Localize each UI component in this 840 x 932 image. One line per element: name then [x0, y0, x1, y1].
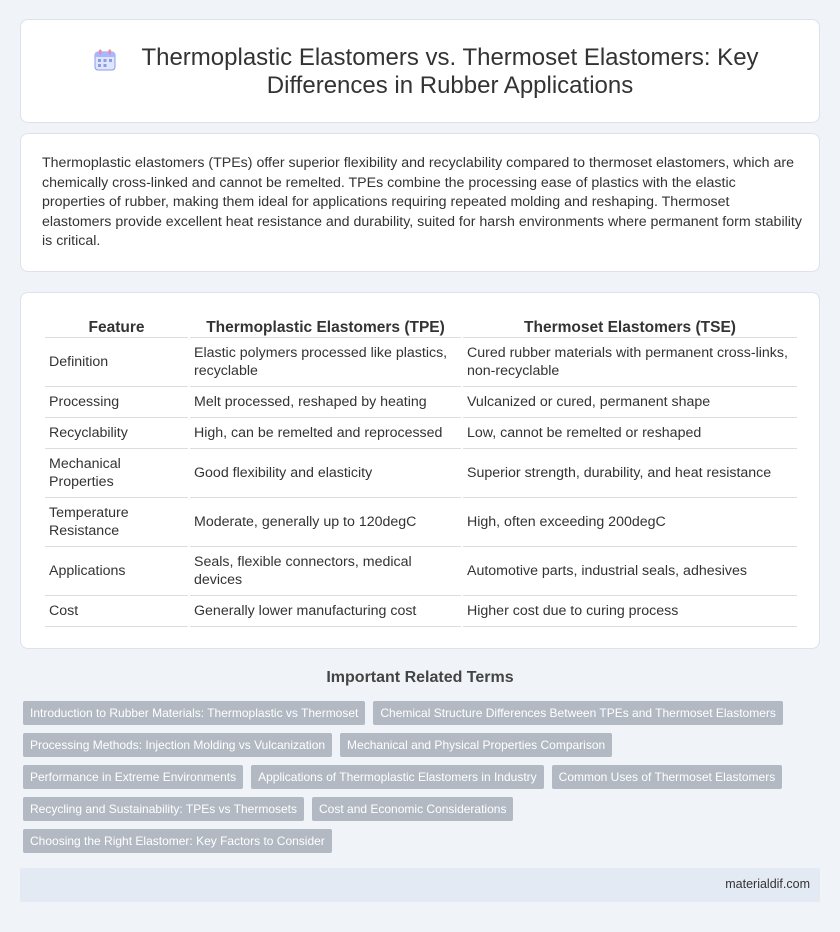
cell-tpe: Melt processed, reshaped by heating [190, 387, 461, 418]
cell-tse: Low, cannot be remelted or reshaped [463, 418, 797, 449]
header-tse: Thermoset Elastomers (TSE) [463, 315, 797, 338]
cell-tpe: Seals, flexible connectors, medical devices [190, 547, 461, 596]
related-term-tag[interactable]: Mechanical and Physical Properties Comparison [340, 733, 612, 757]
cell-tpe: Generally lower manufacturing cost [190, 596, 461, 627]
cell-tse: High, often exceeding 200degC [463, 498, 797, 547]
cell-tse: Superior strength, durability, and heat resistance [463, 449, 797, 498]
footer-site-link[interactable]: materialdif.com [725, 877, 810, 891]
related-term-tag[interactable]: Recycling and Sustainability: TPEs vs Thermosets [23, 797, 304, 821]
cell-tpe: Good flexibility and elasticity [190, 449, 461, 498]
related-term-tag[interactable]: Introduction to Rubber Materials: Thermoplastic vs Thermoset [23, 701, 365, 725]
title-card [20, 19, 820, 123]
related-terms-heading: Important Related Terms [326, 669, 514, 686]
header-feature: Feature [45, 315, 188, 338]
cell-tpe: High, can be remelted and reprocessed [190, 418, 461, 449]
cell-feature: Applications [45, 547, 188, 596]
table-row [45, 387, 797, 418]
comparison-table-card [20, 292, 820, 649]
related-term-tag[interactable]: Common Uses of Thermoset Elastomers [552, 765, 783, 789]
table-row [45, 498, 797, 547]
related-term-tag[interactable]: Performance in Extreme Environments [23, 765, 243, 789]
cell-feature: Temperature Resistance [45, 498, 188, 547]
comparison-table [43, 315, 799, 627]
intro-card [20, 133, 820, 272]
cell-feature: Processing [45, 387, 188, 418]
related-term-tag[interactable]: Choosing the Right Elastomer: Key Factors to Consider [23, 829, 332, 853]
intro-paragraph: Thermoplastic elastomers (TPEs) offer superior flexibility and recyclability compared to thermoset elastomers, which are chemically cross-linked and cannot be remelted. TPEs combine the processing ease of plastics with the elastic properties of rubber, making them ideal for applications requiring repeated molding and reshaping. Thermoset elastomers provide excellent heat resistance and durability, suited for harsh environments where permanent form stability is critical. [42, 155, 802, 249]
table-row [45, 547, 797, 596]
table-row [45, 596, 797, 627]
table-row [45, 449, 797, 498]
related-term-tag[interactable]: Applications of Thermoplastic Elastomers in Industry [251, 765, 544, 789]
cell-feature: Definition [45, 338, 188, 387]
header-tpe: Thermoplastic Elastomers (TPE) [190, 315, 461, 338]
cell-tse: Automotive parts, industrial seals, adhesives [463, 547, 797, 596]
cell-feature: Recyclability [45, 418, 188, 449]
cell-tpe: Moderate, generally up to 120degC [190, 498, 461, 547]
cell-tse: Cured rubber materials with permanent cross-links, non-recyclable [463, 338, 797, 387]
related-term-tag[interactable]: Chemical Structure Differences Between TPEs and Thermoset Elastomers [373, 701, 783, 725]
related-term-tag[interactable]: Cost and Economic Considerations [312, 797, 513, 821]
cell-tse: Vulcanized or cured, permanent shape [463, 387, 797, 418]
table-row [45, 418, 797, 449]
table-row [45, 338, 797, 387]
cell-feature: Cost [45, 596, 188, 627]
related-term-tag[interactable]: Processing Methods: Injection Molding vs Vulcanization [23, 733, 332, 757]
page-title: Thermoplastic Elastomers vs. Thermoset Elastomers: Key Differences in Rubber Applications [141, 44, 759, 99]
footer-bar [20, 868, 820, 902]
cell-feature: Mechanical Properties [45, 449, 188, 498]
table-header-row [45, 315, 797, 338]
related-terms-list [23, 701, 803, 853]
cell-tse: Higher cost due to curing process [463, 596, 797, 627]
cell-tpe: Elastic polymers processed like plastics, recyclable [190, 338, 461, 387]
